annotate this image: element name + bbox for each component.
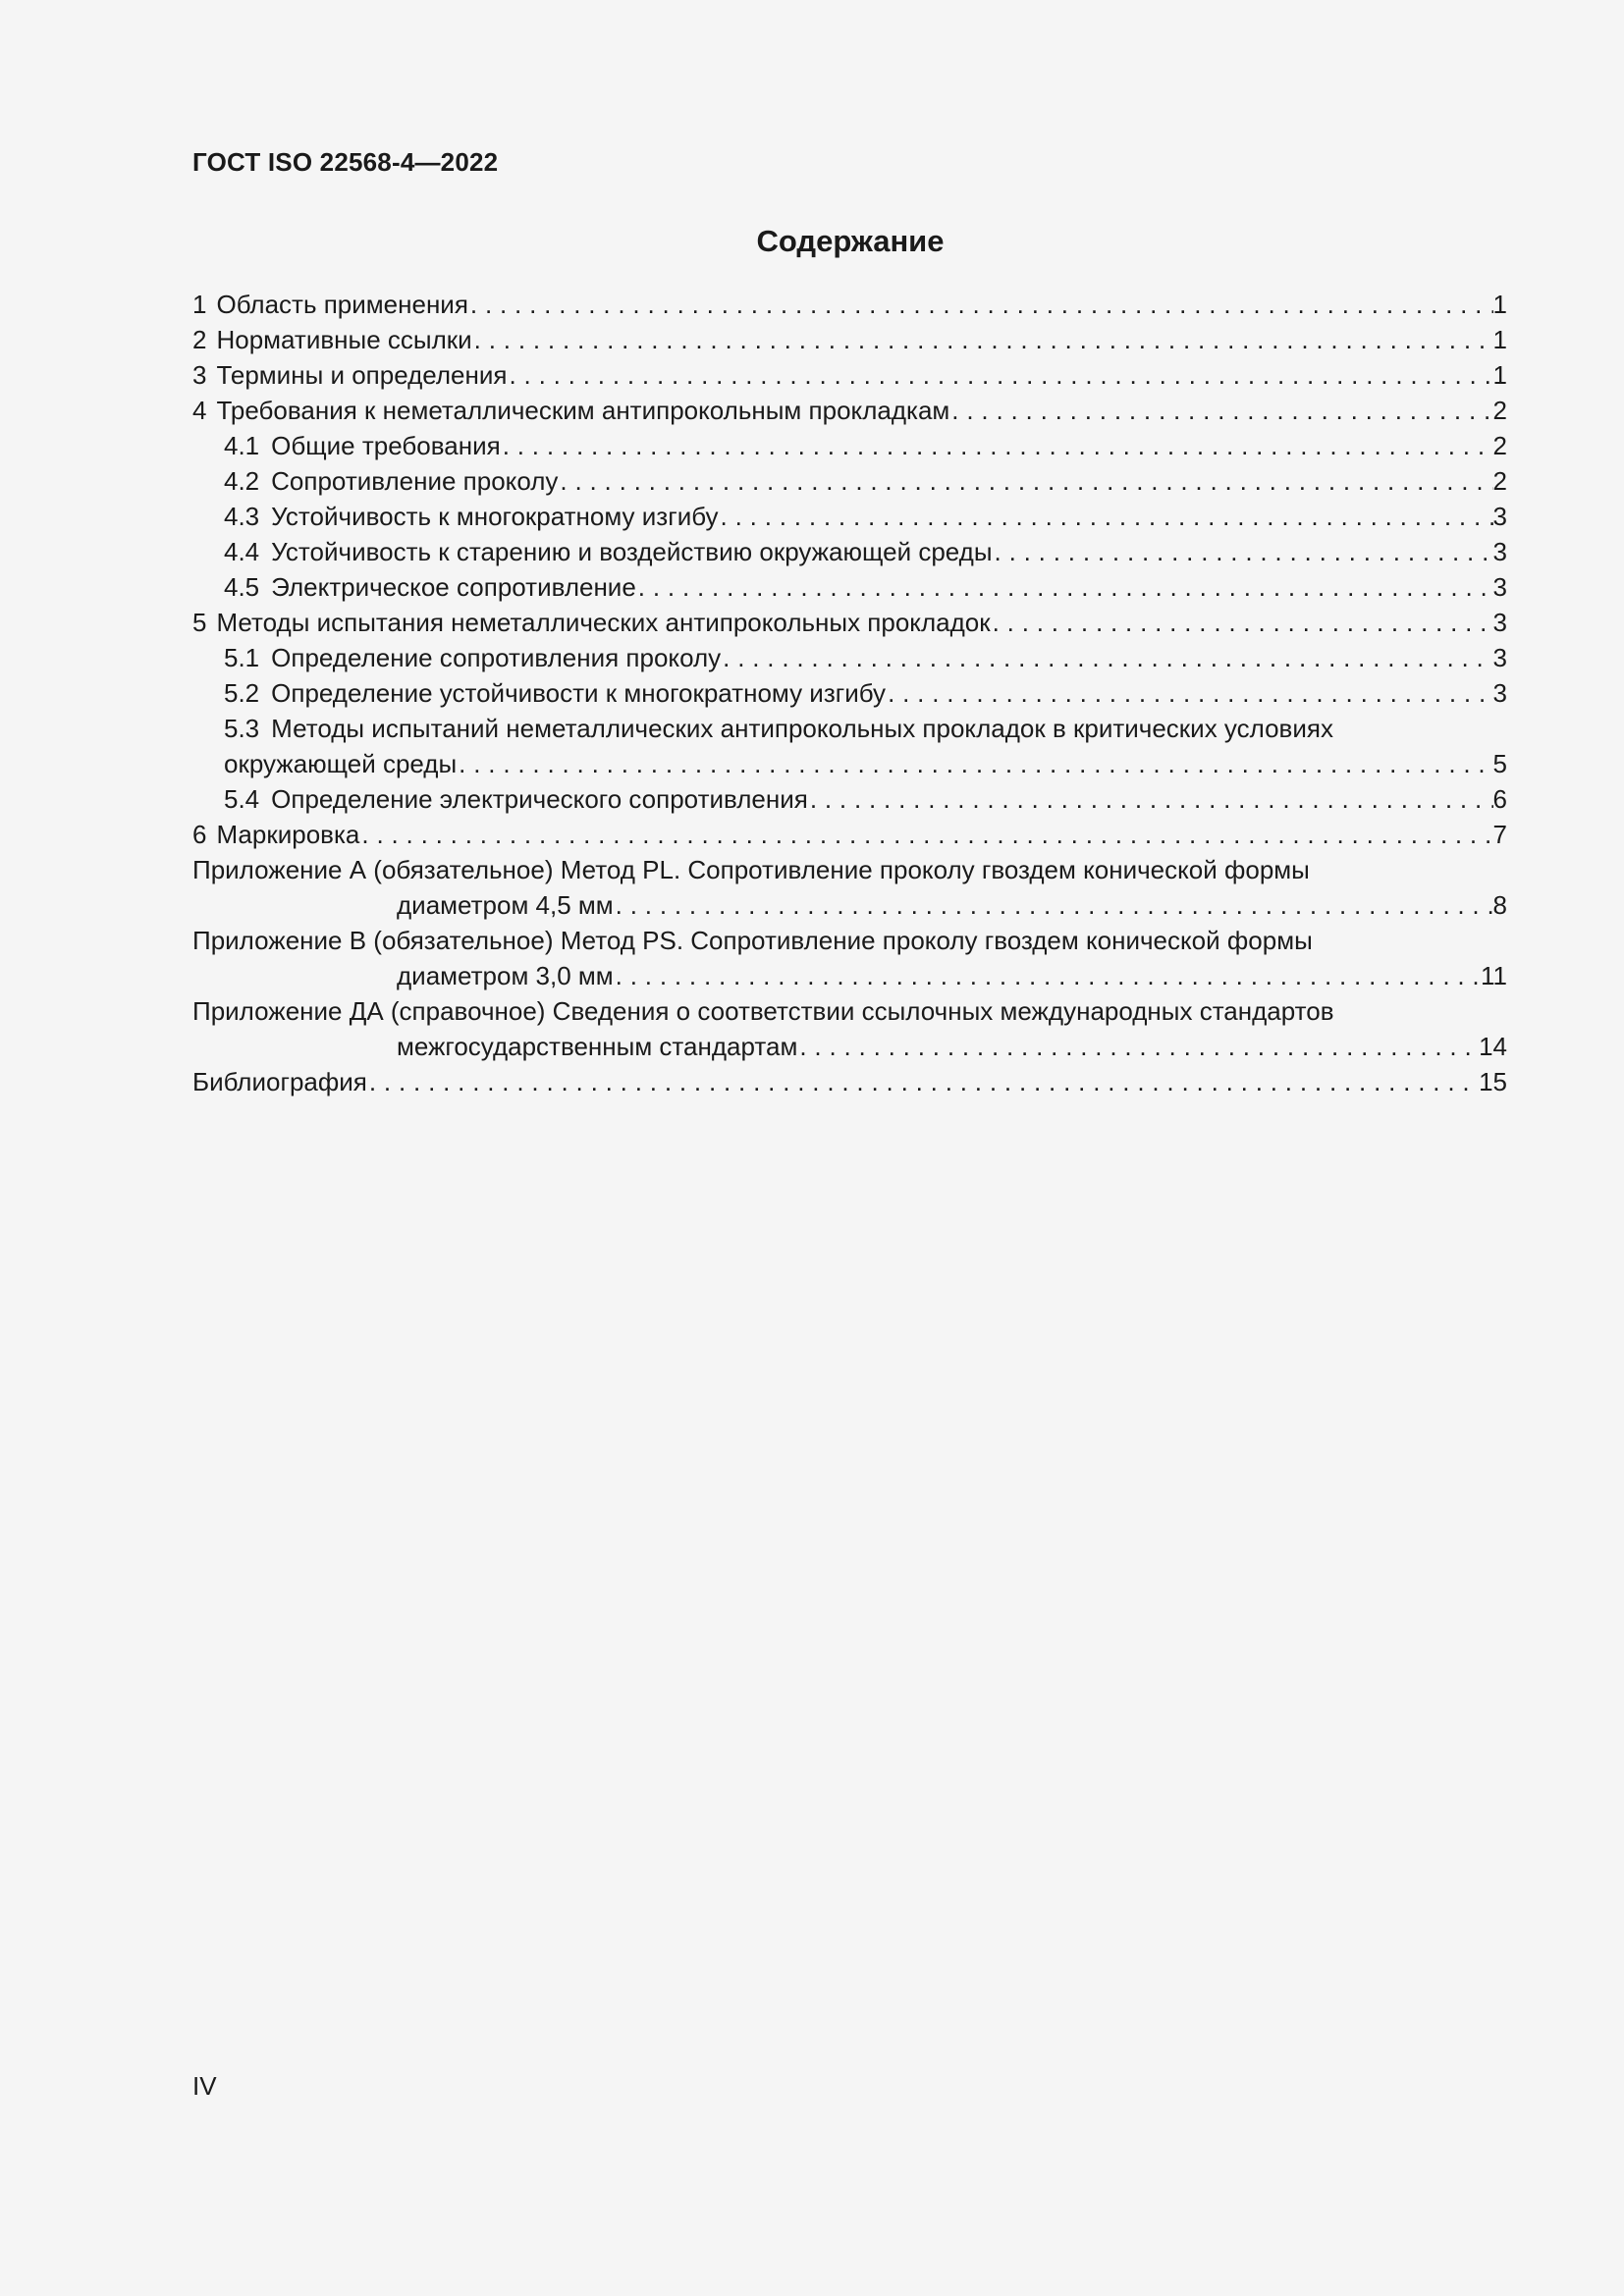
- toc-leader-dots: [501, 428, 1493, 463]
- toc-entry-title: Определение устойчивости к многократному изгибу: [271, 678, 887, 708]
- toc-entry[interactable]: [192, 393, 1507, 428]
- toc-entry-number: 4.4: [224, 537, 260, 566]
- toc-entry-title: Электрическое сопротивление: [271, 572, 636, 602]
- toc-entry-number: 5.4: [224, 784, 260, 814]
- toc-entry-number: 5.1: [224, 643, 260, 672]
- toc-entry-title: Общие требования: [271, 431, 501, 460]
- toc-entry-annex[interactable]: [192, 923, 1507, 993]
- toc-entry-title: Библиография: [192, 1067, 367, 1096]
- toc-entry[interactable]: [192, 287, 1507, 322]
- toc-leader-dots: [558, 463, 1492, 499]
- toc-entry-title: Приложение А (обязательное) Метод PL. Сопротивление проколу гвоздем конической формы: [192, 855, 1310, 884]
- toc-entry-number: 4.3: [224, 502, 260, 531]
- toc-leader-dots: [719, 499, 1493, 534]
- toc-entry-title-continuation: диаметром 3,0 мм: [397, 961, 614, 990]
- toc-entry-page: 3: [1492, 608, 1507, 637]
- page-number: IV: [192, 2071, 217, 2101]
- toc-entry-page: 3: [1492, 643, 1507, 672]
- toc-entry-title: Область применения: [216, 290, 468, 319]
- toc-entry[interactable]: [192, 322, 1507, 357]
- toc-entry-title: Определение электрического сопротивления: [271, 784, 808, 814]
- toc-entry-title: Методы испытаний неметаллических антипрокольных прокладок в критических условиях: [271, 714, 1333, 743]
- toc-entry[interactable]: [192, 817, 1507, 852]
- toc-leader-dots: [886, 675, 1492, 711]
- toc-entry[interactable]: [192, 605, 1507, 640]
- toc-entry-page: 3: [1492, 572, 1507, 602]
- toc-entry-title-continuation: диаметром 4,5 мм: [397, 890, 614, 920]
- toc-entry-page: 1: [1492, 325, 1507, 354]
- toc-entry-title: Нормативные ссылки: [216, 325, 472, 354]
- toc-leader-dots: [636, 569, 1493, 605]
- toc-entry-title: Устойчивость к старению и воздействию окружающей среды: [271, 537, 993, 566]
- toc-entry[interactable]: [192, 1064, 1507, 1099]
- toc-entry-number: 2: [192, 325, 207, 354]
- toc-entry[interactable]: [192, 569, 1507, 605]
- toc-leader-dots: [614, 887, 1493, 923]
- toc-leader-dots: [472, 322, 1493, 357]
- toc-entry-number: 4.1: [224, 431, 260, 460]
- toc-entry-page: 7: [1492, 820, 1507, 849]
- toc-entry-title: Приложение ДА (справочное) Сведения о соответствии ссылочных международных стандартов: [192, 996, 1334, 1026]
- toc-entry-annex[interactable]: [192, 993, 1507, 1064]
- toc-entry-page: 5: [1492, 749, 1507, 778]
- toc-entry-page: 3: [1492, 502, 1507, 531]
- toc-entry-title: Устойчивость к многократному изгибу: [271, 502, 719, 531]
- toc-entry-title: Определение сопротивления проколу: [271, 643, 722, 672]
- toc-entry-number: 5.2: [224, 678, 260, 708]
- toc-entry-page: 8: [1492, 890, 1507, 920]
- toc-entry-page: 1: [1492, 360, 1507, 390]
- toc-leader-dots: [614, 958, 1481, 993]
- toc-entry-number: 4.5: [224, 572, 260, 602]
- toc-entry-number: 5: [192, 608, 207, 637]
- toc-entry-number: 5.3: [224, 714, 260, 743]
- toc-leader-dots: [468, 287, 1493, 322]
- toc-entry-number: 4.2: [224, 466, 260, 496]
- toc-entry[interactable]: [192, 357, 1507, 393]
- toc-entry-page: 14: [1479, 1032, 1507, 1061]
- toc-leader-dots: [507, 357, 1492, 393]
- toc-entry-page: 2: [1492, 396, 1507, 425]
- table-of-contents: [192, 287, 1507, 1099]
- toc-entry-title: Термины и определения: [216, 360, 508, 390]
- page-title: Содержание: [756, 224, 945, 258]
- toc-leader-dots: [367, 1064, 1479, 1099]
- toc-entry[interactable]: [192, 428, 1507, 463]
- toc-leader-dots: [991, 605, 1493, 640]
- toc-entry-page: 1: [1492, 290, 1507, 319]
- toc-leader-dots: [457, 746, 1492, 781]
- toc-entry-title: Маркировка: [216, 820, 360, 849]
- toc-leader-dots: [797, 1029, 1479, 1064]
- toc-entry[interactable]: [192, 781, 1507, 817]
- toc-entry-number: 3: [192, 360, 207, 390]
- toc-entry-page: 15: [1479, 1067, 1507, 1096]
- toc-entry[interactable]: [192, 463, 1507, 499]
- toc-leader-dots: [359, 817, 1492, 852]
- toc-entry-page: 3: [1492, 678, 1507, 708]
- toc-entry-title-continuation: окружающей среды: [224, 749, 458, 778]
- toc-entry-title: Требования к неметаллическим антипрокольным прокладкам: [216, 396, 950, 425]
- toc-entry[interactable]: [192, 534, 1507, 569]
- toc-entry-title-continuation: межгосударственным стандартам: [397, 1032, 798, 1061]
- toc-entry[interactable]: [192, 640, 1507, 675]
- toc-entry-title: Методы испытания неметаллических антипрокольных прокладок: [216, 608, 991, 637]
- toc-entry-title: Приложение В (обязательное) Метод PS. Сопротивление проколу гвоздем конической формы: [192, 926, 1313, 955]
- toc-entry-page: 6: [1492, 784, 1507, 814]
- document-header: ГОСТ ISO 22568-4—2022: [192, 147, 499, 177]
- toc-entry-number: 4: [192, 396, 207, 425]
- toc-entry[interactable]: [192, 711, 1507, 781]
- toc-leader-dots: [808, 781, 1493, 817]
- toc-entry-page: 2: [1492, 466, 1507, 496]
- toc-entry-number: 1: [192, 290, 207, 319]
- toc-leader-dots: [993, 534, 1493, 569]
- toc-entry[interactable]: [192, 499, 1507, 534]
- toc-entry-page: 2: [1492, 431, 1507, 460]
- toc-entry-page: 3: [1492, 537, 1507, 566]
- toc-leader-dots: [721, 640, 1492, 675]
- toc-entry-number: 6: [192, 820, 207, 849]
- toc-entry-title: Сопротивление проколу: [271, 466, 559, 496]
- toc-entry[interactable]: [192, 675, 1507, 711]
- toc-leader-dots: [949, 393, 1492, 428]
- toc-entry-page: 11: [1481, 961, 1507, 990]
- toc-entry-annex[interactable]: [192, 852, 1507, 923]
